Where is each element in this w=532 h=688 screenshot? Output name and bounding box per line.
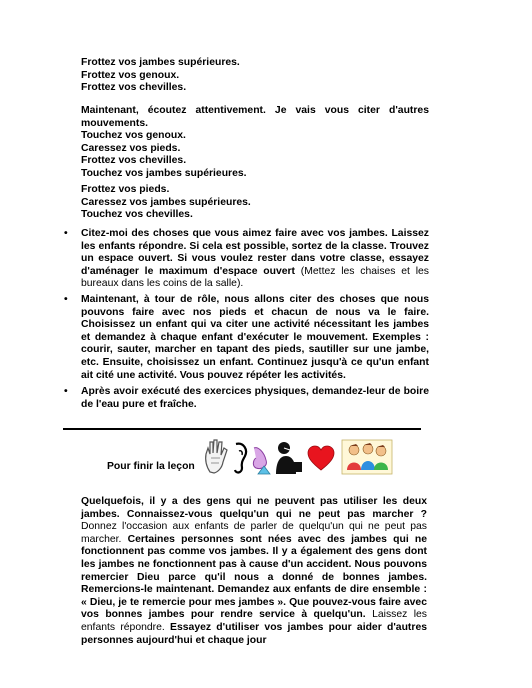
bullet-marker: • — [64, 228, 68, 239]
nose-icon — [253, 448, 270, 474]
instruction-line: Frottez vos jambes supérieures. — [81, 57, 240, 68]
instruction-intro: Maintenant, écoutez attentivement. Je vais vous citer d'autres mouvements. — [81, 105, 429, 129]
instruction-line: Frottez vos chevilles. — [81, 155, 187, 167]
bullet-bold-text: Après avoir exécuté des exercices physiques, demandez-leur de boire de l'eau pure et fraîche. — [81, 386, 429, 410]
instructions-group-1 — [81, 57, 429, 95]
closing-text-normal: Laissez les enfants répondre. — [81, 609, 428, 633]
instruction-line: Frottez vos chevilles. — [81, 82, 187, 94]
instruction-line: Caressez vos jambes supérieures. — [81, 196, 251, 208]
heart-icon — [308, 446, 334, 470]
ear-icon — [235, 444, 246, 473]
closing-text-bold: Essayez d'utiliser vos jambes pour aider d'autres personnes aujourd'hui et chaque jour — [81, 621, 427, 646]
closing-text-bold: Quelquefois, il y a des gens qui ne peuvent pas utiliser les deux jambes. Connaissez-vous quelqu'un qui ne peut pas marcher ? — [81, 496, 427, 520]
senses-icons — [200, 436, 400, 476]
bullet-marker: • — [64, 386, 68, 397]
bullet-marker: • — [64, 294, 68, 305]
closing-text-bold: Certaines personnes sont nées avec des jambes qui ne fonctionnent pas comme vos jambes. Il y a également des gens dont les jambes ne fonctionnent pas à cause d'un accident. Nous pouvons remercier Dieu parce qu'il nous a donné de bonnes jambes. Remercions-le maintenant. Demandez aux enfants de dire ensemble : « Dieu, je te remercie pour mes jambes ». Que pouvez-vous faire avec vos bonnes jambes pour rendre service à quelqu'un. — [81, 533, 427, 621]
lesson-end-heading: Pour finir la leçon — [107, 461, 195, 472]
mouth-icon — [276, 442, 302, 474]
instructions-group-3 — [81, 184, 429, 222]
bullet-bold-text: Maintenant, à tour de rôle, nous allons citer des choses que nous pouvons faire avec nos pieds et chacun de nous va le faire. Choisissez un enfant qui va citer une activité nécessitant les jambes et demandez à chaque enfant d'exécuter le mouvement. Exemples : courir, sauter, marcher en tapant des pieds, sautiller sur une jambe, etc. Ensuite, choisissez un enfant. Continuez jusqu'à ce qu'un enfant ait cité une activité. Vous pouvez répéter les activités. — [81, 294, 429, 381]
instruction-line: Frottez vos pieds. — [81, 184, 170, 195]
instruction-line: Frottez vos genoux. — [81, 69, 180, 81]
children-icon — [342, 440, 392, 474]
bullet-item — [64, 228, 429, 291]
instruction-line: Touchez vos chevilles. — [81, 209, 193, 221]
section-divider — [63, 428, 421, 430]
closing-text-normal: Donnez l'occasion aux enfants de parler de quelqu'un qui ne peut pas marcher. — [81, 521, 427, 545]
instruction-line: Caressez vos pieds. — [81, 142, 181, 154]
bullet-normal-text: (Mettez les chaises et les bureaux dans les coins de la salle). — [81, 265, 429, 290]
bullet-item — [64, 294, 429, 382]
instruction-line: Touchez vos genoux. — [81, 130, 186, 142]
bullet-bold-text: Citez-moi des choses que vous aimez faire avec vos jambes. Laissez les enfants répondre. Si cela est possible, sortez de la classe. Trouvez un espace ouvert. Si vous voulez rester dans votre classe, essayez d'aménager le maximum d'espace ouvert — [81, 228, 429, 277]
hand-icon — [206, 440, 227, 473]
instruction-line: Touchez vos jambes supérieures. — [81, 167, 247, 179]
closing-paragraph — [81, 496, 427, 647]
bullet-item — [64, 386, 429, 411]
instructions-group-2 — [81, 105, 429, 181]
